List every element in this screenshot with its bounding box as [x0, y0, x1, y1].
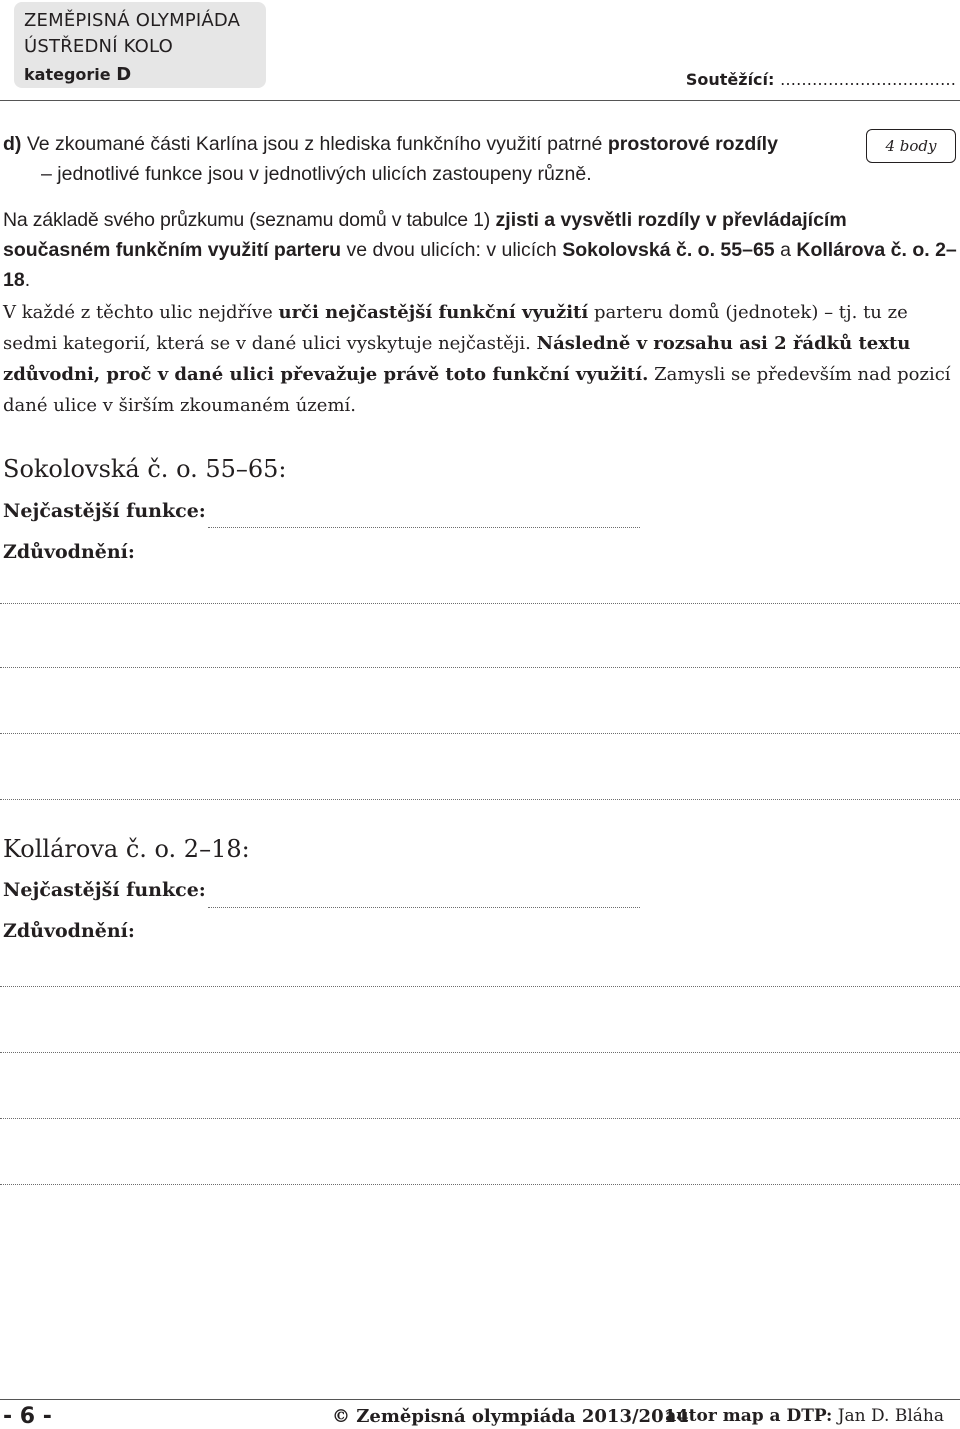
competitor-field	[686, 70, 956, 89]
reason-line-1b[interactable]	[0, 667, 960, 668]
reason-line-1d[interactable]	[0, 799, 960, 800]
p2-a: Na základě svého průzkumu (seznamu domů v tabulce 1)	[3, 209, 491, 231]
function-label-1: Nejčastější funkce:	[3, 500, 206, 522]
street-heading-2: Kollárova č. o. 2–18:	[3, 835, 250, 863]
page-number: - 6 -	[3, 1404, 52, 1429]
task-paragraph-3	[3, 297, 958, 421]
intro-line2: – jednotlivé funkce jsou v jednotlivých ulicích zastoupeny různě.	[41, 163, 592, 185]
task-paragraph-2	[3, 205, 958, 295]
p2-f: Kollárova č. o. 2–18	[3, 239, 957, 291]
street-heading-1: Sokolovská č. o. 55–65:	[3, 455, 287, 483]
category	[24, 64, 131, 85]
reason-line-2a[interactable]	[0, 986, 960, 987]
p2-b: zjisti a vysvětli rozdíly v převládajícím současném funkčním využití parteru	[3, 209, 847, 261]
function-answer-line-2[interactable]	[208, 907, 640, 908]
intro-text: Ve zkoumané části Karlína jsou z hlediska funkčního využití patrné	[26, 133, 603, 155]
function-answer-line-1[interactable]	[208, 527, 640, 528]
reason-label-2: Zdůvodnění:	[3, 920, 135, 942]
reason-line-2d[interactable]	[0, 1184, 960, 1185]
function-label-2: Nejčastější funkce:	[3, 879, 206, 901]
intro-bold: prostorové rozdíly	[607, 133, 778, 155]
task-letter: d)	[3, 133, 22, 155]
header-box	[14, 2, 266, 88]
reason-line-1a[interactable]	[0, 603, 960, 604]
category-value: D	[116, 64, 132, 85]
round-title: ÚSTŘEDNÍ KOLO	[24, 36, 173, 57]
p2-g: .	[24, 269, 31, 291]
p3-b: urči nejčastější funkční využití	[278, 302, 589, 323]
p3-a: V každé z těchto ulic nejdříve	[3, 302, 273, 323]
p3-c: parteru domů (jednotek) – tj. tu ze sedmi kategorií, která se v dané ulici vyskytuje nejčastěji.	[3, 302, 908, 354]
reason-label-1: Zdůvodnění:	[3, 541, 135, 563]
task-intro	[3, 129, 843, 189]
reason-line-1c[interactable]	[0, 733, 960, 734]
reason-line-2b[interactable]	[0, 1052, 960, 1053]
competitor-label: Soutěžící:	[685, 70, 775, 89]
p2-d: Sokolovská č. o. 55–65	[562, 239, 775, 261]
p3-e: Zamysli se především nad pozicí dané ulice v širším zkoumaném území.	[3, 364, 951, 416]
copyright: © Zeměpisná olympiáda 2013/2014	[332, 1406, 689, 1427]
author-credit	[665, 1406, 944, 1426]
footer-rule	[0, 1399, 960, 1400]
competitor-dots[interactable]: ……………………………	[780, 70, 956, 89]
author-name: Jan D. Bláha	[837, 1406, 944, 1426]
p3-d: Následně v rozsahu asi 2 řádků textu zdůvodni, proč v dané ulici převažuje právě toto funkční využití.	[3, 333, 911, 385]
reason-line-2c[interactable]	[0, 1118, 960, 1119]
author-label: autor map a DTP:	[665, 1406, 833, 1426]
p2-e: a	[780, 239, 791, 261]
header-rule	[0, 100, 960, 101]
category-label: kategorie	[24, 65, 111, 84]
points-box: 4 body	[866, 129, 956, 163]
p2-c: ve dvou ulicích: v ulicích	[346, 239, 557, 261]
olympiad-title: ZEMĚPISNÁ OLYMPIÁDA	[24, 10, 241, 31]
